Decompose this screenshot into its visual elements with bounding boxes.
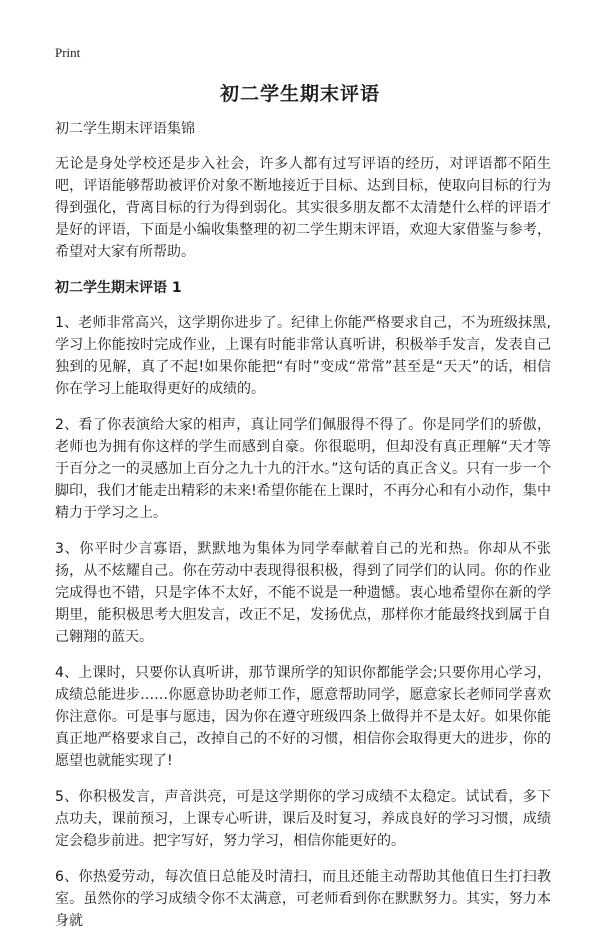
comment-paragraph-6: 6、你热爱劳动，每次值日总能及时清扫，而且还能主动帮助其他值日生打扫教室。虽然你的学习成绩令你不太满意，可老师看到你在默默努力。其实，努力本身就 bbox=[55, 869, 551, 929]
print-link[interactable]: Print bbox=[55, 45, 81, 60]
section-heading: 初二学生期末评语 1 bbox=[55, 280, 182, 296]
comment-paragraph-2: 2、看了你表演给大家的相声，真让同学们佩服得不得了。你是同学们的骄傲，老师也为拥有你这样的学生而感到自豪。你很聪明，但却没有真正理解“天才等于百分之一的灵感加上百分之九十九的汗水。”这句话的真正含义。只有一步一个脚印，我们才能走出精彩的未来!希望你能在上课时，不再分心和有小动作，集中精力于学习之上。 bbox=[55, 417, 551, 521]
comment-paragraph-3: 3、你平时少言寡语，默默地为集体为同学奉献着自己的光和热。你却从不张扬，从不炫耀自己。你在劳动中表现得很积极，得到了同学们的认同。你的作业完成得也不错，只是字体不太好，不能不说是一种遗憾。衷心地希望你在新的学期里，能积极思考大胆发言，改正不足，发扬优点，那样你才能最终找到属于自己翱翔的蓝天。 bbox=[55, 541, 551, 645]
comment-paragraph-1: 1、老师非常高兴，这学期你进步了。纪律上你能严格要求自己，不为班级抹黑,学习上你能按时完成作业，上课有时能非常认真听讲，积极举手发言，发表自己独到的见解，真了不起!如果你能把“有时”变成“常常”甚至是“天天”的话，相信你在学习上能取得更好的成绩的。 bbox=[55, 315, 551, 397]
comment-paragraph-5: 5、你积极发言，声音洪亮，可是这学期你的学习成绩不太稳定。试试看，多下点功夫，课前预习，上课专心听讲，课后及时复习，养成良好的学习习惯，成绩定会稳步前进。把字写好，努力学习，相信你能更好的。 bbox=[55, 789, 551, 849]
document-subtitle: 初二学生期末评语集锦 bbox=[55, 121, 195, 137]
comment-paragraph-4: 4、上课时，只要你认真听讲，那节课所学的知识你都能学会;只要你用心学习，成绩总能进步……你愿意协助老师工作，愿意帮助同学，愿意家长老师同学喜欢你注意你。可是事与愿违，因为你在遵守班级四条上做得并不是太好。如果你能真正地严格要求自己，改掉自己的不好的习惯，相信你会取得更大的进步，你的愿望也就能实现了! bbox=[55, 665, 551, 769]
page-title: 初二学生期末评语 bbox=[219, 83, 380, 105]
document-body bbox=[55, 118, 551, 946]
intro-paragraph: 无论是身处学校还是步入社会，许多人都有过写评语的经历，对评语都不陌生吧，评语能够帮助被评价对象不断地接近于目标、达到目标，使取向目标的行为得到强化，背离目标的行为得到弱化。其实很多朋友都不太清楚什么样的评语才是好的评语，下面是小编收集整理的初二学生期末评语，欢迎大家借鉴与参考，希望对大家有所帮助。 bbox=[55, 156, 551, 260]
